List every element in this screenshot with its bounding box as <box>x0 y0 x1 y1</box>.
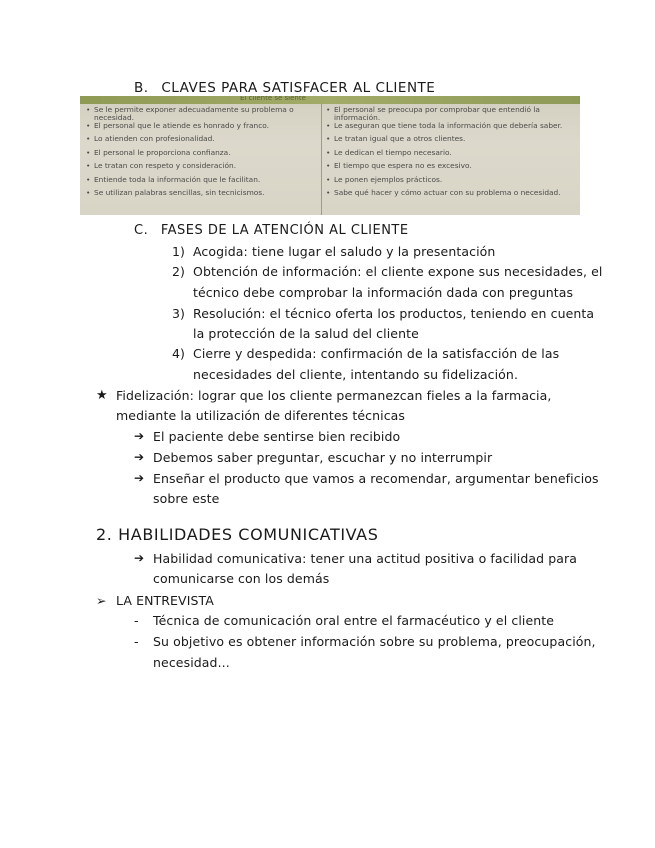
section-b-title: CLAVES PARA SATISFACER AL CLIENTE <box>161 80 436 96</box>
fidelizacion-item-3-line2: sobre este <box>153 491 220 506</box>
fidelizacion-text-line1: Fidelización: lograr que los cliente permanezcan fieles a la farmacia, <box>116 388 552 403</box>
fidelizacion-text-line2: mediante la utilización de diferentes técnicas <box>116 408 406 423</box>
section-c-title: FASES DE LA ATENCIÓN AL CLIENTE <box>160 223 409 238</box>
table-row: • El personal le proporciona confianza. <box>86 147 231 157</box>
table-row: • El personal se preocupa por comprobar que entendió la información. <box>326 105 540 122</box>
table-column-divider <box>321 104 322 215</box>
section-b-letter: B. <box>134 80 149 96</box>
arrow-bullet-icon: ➔ <box>134 471 145 485</box>
section-c-letter: C. <box>134 223 149 238</box>
arrow-bullet-icon: ➔ <box>134 551 145 565</box>
table-row: • Le tratan igual que a otros clientes. <box>326 134 466 143</box>
phase-3-number: 3) <box>172 306 186 321</box>
fidelizacion-item-3-line1: Enseñar el producto que vamos a recomendar, argumentar beneficios <box>153 471 599 486</box>
dash-bullet: - <box>134 613 139 628</box>
table-row: • Le aseguran que tiene toda la información que debería saber. <box>326 120 563 130</box>
table-row: • Se utilizan palabras sencillas, sin tecnicismos. <box>86 188 265 197</box>
arrow-bullet-icon: ➔ <box>134 429 145 443</box>
arrow-bullet-icon: ➔ <box>134 450 145 464</box>
phase-1-number: 1) <box>172 244 186 259</box>
entrevista-item-1: Técnica de comunicación oral entre el farmacéutico y el cliente <box>153 613 555 628</box>
phase-2-text-line2: técnico debe comprobar la información dada con preguntas <box>193 285 574 300</box>
table-row: • Le dedican el tiempo necesario. <box>326 147 452 157</box>
phase-2-number: 2) <box>172 264 186 279</box>
star-bullet-icon: ★ <box>96 388 108 403</box>
table-right-column <box>326 106 576 203</box>
table-row: • Le ponen ejemplos prácticos. <box>326 174 443 184</box>
textbook-table-photo <box>80 96 580 215</box>
table-header-band <box>80 96 580 104</box>
phase-2-text-line1: Obtención de información: el cliente expone sus necesidades, el <box>193 264 603 279</box>
fidelizacion-item-1: El paciente debe sentirse bien recibido <box>153 429 401 444</box>
table-row: • Lo atienden con profesionalidad. <box>86 134 215 143</box>
table-header-title: El cliente se siente <box>240 96 306 102</box>
entrevista-title: LA ENTREVISTA <box>116 593 214 608</box>
habilidad-text-line1: Habilidad comunicativa: tener una actitud positiva o facilidad para <box>153 551 578 566</box>
habilidad-text-line2: comunicarse con los demás <box>153 571 330 586</box>
table-row: • El personal que le atiende es honrado y franco. <box>86 120 270 130</box>
table-left-column <box>86 106 318 203</box>
phase-1-text: Acogida: tiene lugar el saludo y la presentación <box>193 244 496 259</box>
section-2-heading: 2. HABILIDADES COMUNICATIVAS <box>96 525 379 544</box>
fidelizacion-item-2: Debemos saber preguntar, escuchar y no interrumpir <box>153 450 493 465</box>
section-b-heading <box>134 80 435 96</box>
table-row: • Sabe qué hacer y cómo actuar con su problema o necesidad. <box>326 188 561 197</box>
phase-4-number: 4) <box>172 346 186 361</box>
table-row: • El tiempo que espera no es excesivo. <box>326 161 472 170</box>
table-row: • Entiende toda la información que le facilitan. <box>86 174 261 184</box>
table-row: • Le tratan con respeto y consideración. <box>86 161 237 170</box>
phase-4-text-line1: Cierre y despedida: confirmación de la satisfacción de las <box>193 346 560 361</box>
arrowhead-bullet-icon: ➢ <box>96 593 107 608</box>
phase-3-text-line1: Resolución: el técnico oferta los productos, teniendo en cuenta <box>193 306 595 321</box>
dash-bullet: - <box>134 634 139 649</box>
phase-3-text-line2: la protección de la salud del cliente <box>193 326 419 341</box>
table-row: • Se le permite exponer adecuadamente su problema o necesidad. <box>86 105 294 122</box>
entrevista-item-2-line2: necesidad... <box>153 655 230 670</box>
phase-4-text-line2: necesidades del cliente, intentando su fidelización. <box>193 367 519 382</box>
entrevista-item-2-line1: Su objetivo es obtener información sobre su problema, preocupación, <box>153 634 596 649</box>
section-c-heading <box>134 223 409 238</box>
